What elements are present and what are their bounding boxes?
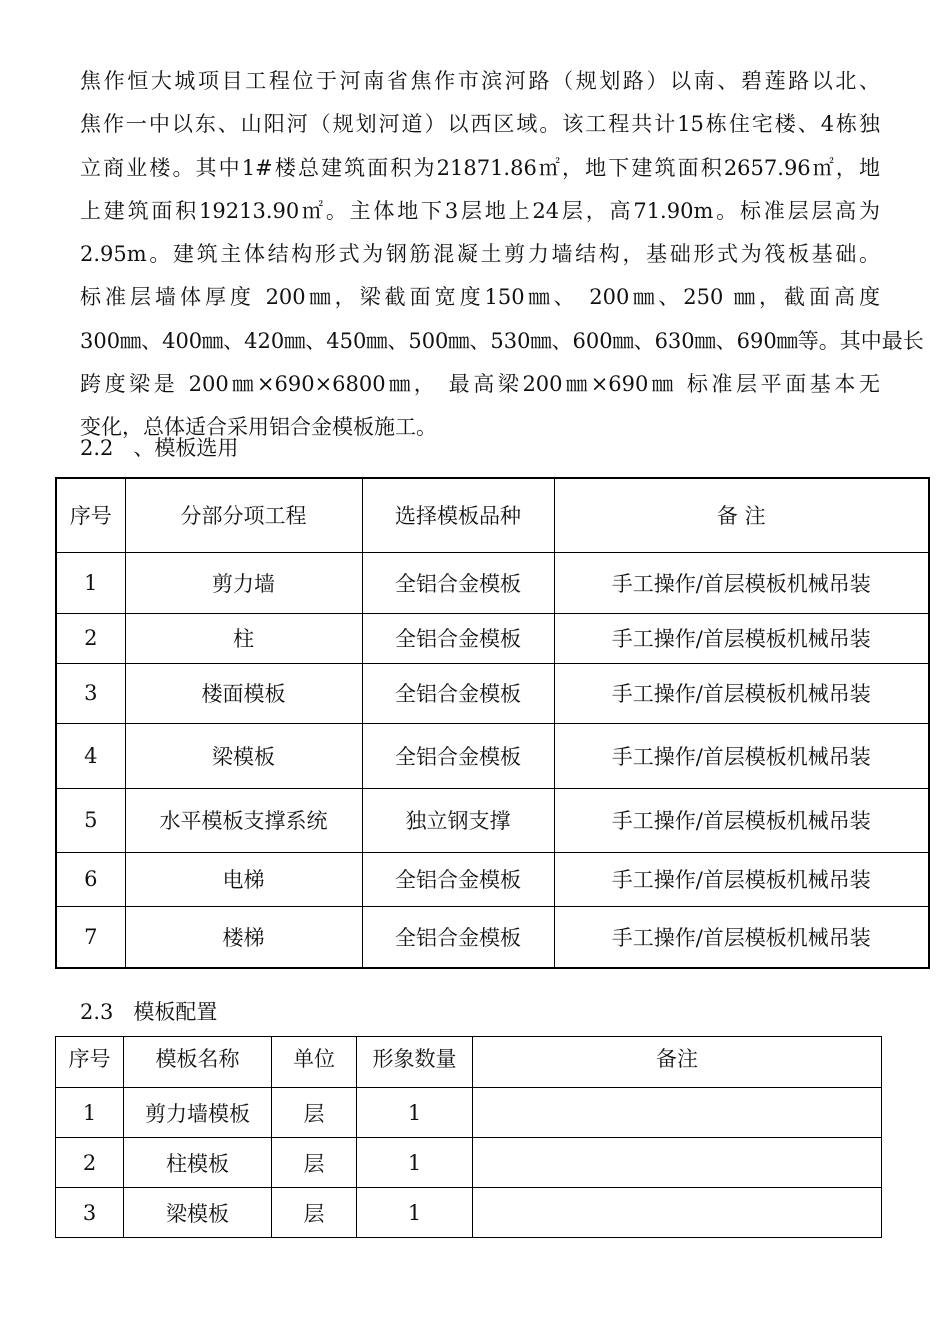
cell-formwork-name: 柱模板 — [124, 1138, 272, 1188]
table-row — [56, 552, 929, 613]
paragraph-line: 跨度梁是 200㎜×690×6800㎜， 最高梁200㎜×690㎜ 标准层平面基本无 — [80, 372, 880, 397]
column-header-index: 序号 — [56, 1037, 124, 1088]
paragraph-line: 2.95m。建筑主体结构形式为钢筋混凝土剪力墙结构，基础形式为筏板基础。 — [80, 242, 880, 267]
column-header-unit: 单位 — [272, 1037, 357, 1088]
table-row — [56, 906, 929, 968]
paragraph-line: 焦作一中以东、山阳河（规划河道）以西区域。该工程共计15栋住宅楼、4栋独 — [80, 112, 880, 137]
cell-remarks: 手工操作/首层模板机械吊装 — [554, 723, 929, 788]
formwork-configuration-table — [55, 1036, 882, 1238]
cell-work-item: 楼面模板 — [125, 663, 362, 723]
cell-remarks: 手工操作/首层模板机械吊装 — [554, 852, 929, 906]
table-row — [56, 1138, 882, 1188]
cell-index: 3 — [56, 663, 125, 723]
cell-index: 3 — [56, 1188, 124, 1238]
cell-formwork-type: 全铝合金模板 — [362, 552, 554, 613]
cell-formwork-type: 全铝合金模板 — [362, 906, 554, 968]
table-row — [56, 613, 929, 663]
paragraph-line: 上建筑面积19213.90㎡。主体地下3层地上24层，高71.90m。标准层层高为 — [80, 198, 880, 223]
cell-work-item: 梁模板 — [125, 723, 362, 788]
table-row — [56, 663, 929, 723]
paragraph-line: 300㎜、400㎜、420㎜、450㎜、500㎜、530㎜、600㎜、630㎜、690㎜等。其中最长 — [80, 328, 924, 353]
table-row — [56, 788, 929, 852]
cell-work-item: 剪力墙 — [125, 552, 362, 613]
table-row — [56, 1088, 882, 1138]
column-header-quantity: 形象数量 — [357, 1037, 473, 1088]
cell-remarks: 手工操作/首层模板机械吊装 — [554, 788, 929, 852]
cell-formwork-type: 全铝合金模板 — [362, 852, 554, 906]
table-header-row — [56, 1037, 882, 1088]
cell-remarks: 手工操作/首层模板机械吊装 — [554, 906, 929, 968]
cell-unit: 层 — [272, 1088, 357, 1138]
cell-index: 1 — [56, 552, 125, 613]
table-row — [56, 852, 929, 906]
column-header-work-item: 分部分项工程 — [125, 478, 362, 552]
cell-index: 2 — [56, 1138, 124, 1188]
table-row — [56, 1188, 882, 1238]
cell-remarks: 手工操作/首层模板机械吊装 — [554, 613, 929, 663]
cell-work-item: 电梯 — [125, 852, 362, 906]
table-header-row — [56, 478, 929, 552]
cell-index: 5 — [56, 788, 125, 852]
cell-index: 2 — [56, 613, 125, 663]
cell-index: 1 — [56, 1088, 124, 1138]
column-header-remarks: 备注 — [473, 1037, 882, 1088]
column-header-remarks: 备 注 — [554, 478, 929, 552]
column-header-index: 序号 — [56, 478, 125, 552]
column-header-formwork-type: 选择模板品种 — [362, 478, 554, 552]
paragraph-line: 标准层墙体厚度 200㎜，梁截面宽度150㎜、 200㎜、250 ㎜，截面高度 — [80, 285, 880, 310]
paragraph-line: 变化，总体适合采用铝合金模板施工。 — [80, 415, 437, 440]
column-header-formwork-name: 模板名称 — [124, 1037, 272, 1088]
cell-work-item: 柱 — [125, 613, 362, 663]
cell-remarks — [473, 1138, 882, 1188]
cell-unit: 层 — [272, 1138, 357, 1188]
cell-index: 7 — [56, 906, 125, 968]
table-row — [56, 723, 929, 788]
cell-formwork-name: 剪力墙模板 — [124, 1088, 272, 1138]
cell-quantity: 1 — [357, 1088, 473, 1138]
paragraph-line: 焦作恒大城项目工程位于河南省焦作市滨河路（规划路）以南、碧莲路以北、 — [80, 69, 880, 93]
formwork-selection-table — [55, 477, 930, 969]
section-heading-formwork-configuration: 2.3 模板配置 — [80, 1000, 218, 1024]
cell-formwork-type: 全铝合金模板 — [362, 613, 554, 663]
cell-index: 6 — [56, 852, 125, 906]
paragraph-line: 立商业楼。其中1#楼总建筑面积为21871.86㎡，地下建筑面积2657.96㎡，地 — [80, 155, 880, 180]
cell-work-item: 水平模板支撑系统 — [125, 788, 362, 852]
section-heading-formwork-selection: 2.2 、模板选用 — [80, 436, 239, 460]
cell-formwork-type: 全铝合金模板 — [362, 663, 554, 723]
cell-index: 4 — [56, 723, 125, 788]
cell-quantity: 1 — [357, 1188, 473, 1238]
cell-formwork-name: 梁模板 — [124, 1188, 272, 1238]
cell-formwork-type: 独立钢支撑 — [362, 788, 554, 852]
cell-remarks — [473, 1188, 882, 1238]
cell-formwork-type: 全铝合金模板 — [362, 723, 554, 788]
cell-remarks: 手工操作/首层模板机械吊装 — [554, 552, 929, 613]
cell-quantity: 1 — [357, 1138, 473, 1188]
cell-remarks — [473, 1088, 882, 1138]
project-description-paragraph — [80, 60, 924, 450]
cell-work-item: 楼梯 — [125, 906, 362, 968]
cell-unit: 层 — [272, 1188, 357, 1238]
cell-remarks: 手工操作/首层模板机械吊装 — [554, 663, 929, 723]
